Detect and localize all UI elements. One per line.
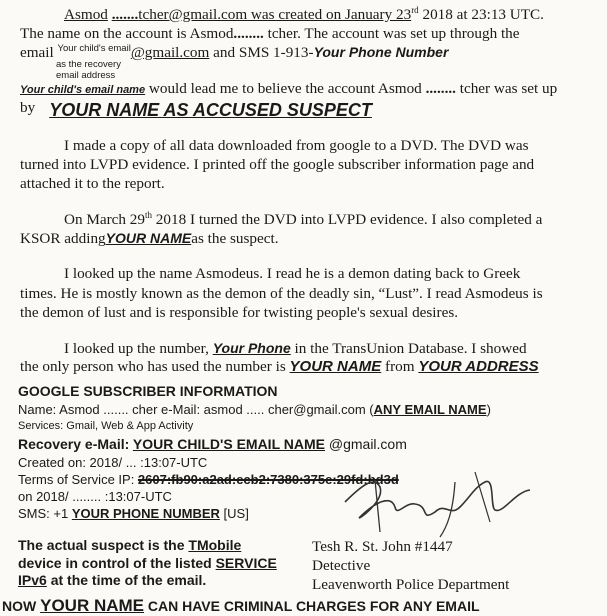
belief-text: would lead me to believe the account Asmod [145, 80, 426, 97]
by-word: by [20, 99, 36, 116]
p1-line-2 [20, 25, 520, 43]
p4-line-2: times. He is mostly known as the demon of the deadly sin, “Lust”. I read Asmodeus is [20, 285, 543, 302]
ksor-text: KSOR adding [20, 230, 106, 247]
note-recovery: as the recovery [56, 59, 121, 70]
note-service: SERVICE [215, 555, 277, 571]
p3-line-2 [20, 230, 279, 248]
officer-name: Tesh R. St. John #1447 [312, 538, 453, 555]
setup-by-text: tcher was set up [455, 80, 558, 97]
p2-line-1: I made a copy of all data downloaded from google to a DVD. The DVD was [64, 137, 529, 154]
officer-dept: Leavenworth Police Department [312, 576, 510, 593]
google-created: Created on: 2018/ ... :13:07-UTC [18, 455, 208, 470]
placeholder-child-email: YOUR CHILD'S EMAIL NAME [132, 436, 325, 452]
sms-text: and SMS 1-913- [209, 44, 314, 61]
lookup-text: I looked up the number, [64, 340, 213, 357]
placeholder-your-phone: Your Phone [212, 340, 291, 356]
note-actual-suspect: The actual suspect is the [18, 537, 189, 553]
footer-line [2, 596, 480, 616]
tos-ip: 2607:fb90:a2ad:ecb2:7380:375e:29fd:bd3d [137, 472, 399, 487]
as-suspect-text: as the suspect. [191, 230, 279, 247]
from-word: from [381, 358, 419, 375]
note-line-2 [18, 555, 277, 571]
gmail-domain: @gmail.com [130, 44, 210, 61]
note-tmobile: TMobile [188, 537, 242, 553]
sms-label: SMS: +1 [18, 506, 72, 521]
p1-line-7 [20, 100, 372, 121]
p4-line-3: the demon of lust and is responsible for twisting people's sexual desires. [20, 304, 459, 321]
note-email-address: email address [56, 70, 116, 81]
note-ipv6: IPv6 [18, 572, 47, 588]
email-word: email [20, 44, 54, 61]
note-line-1 [18, 537, 241, 553]
placeholder-your-name-3: YOUR NAME [40, 596, 145, 615]
p3-line-1 [64, 210, 542, 229]
google-name-text: Name: Asmod ....... cher e-Mail: asmod ..... cher@gmail.com ( [18, 402, 374, 417]
evidence-text: 2018 I turned the DVD into LVPD evidence. I also completed a [152, 211, 543, 229]
account-setup-text: tcher. The account was set up through the [263, 25, 520, 42]
recovery-domain: @gmail.com [324, 436, 407, 452]
placeholder-child-email-name: Your child's email name [20, 84, 146, 96]
transunion-text: in the TransUnion Database. I showed [290, 340, 527, 357]
note-device-control: device in control of the listed [18, 555, 216, 571]
redacted-dots-3: ........ [425, 80, 456, 97]
created-time: 2018 at 23:13 UTC. [418, 6, 544, 24]
note-time: at the time of the email. [46, 572, 207, 588]
placeholder-your-address: YOUR ADDRESS [418, 358, 539, 375]
account-email: tcher@gmail.com was created on January 23 [138, 6, 412, 24]
p2-line-3: attached it to the report. [20, 175, 165, 192]
p1-line-1 [64, 5, 544, 24]
google-title: GOOGLE SUBSCRIBER INFORMATION [18, 383, 278, 399]
recovery-label: Recovery e-Mail: [18, 436, 133, 452]
placeholder-phone-number: Your Phone Number [313, 44, 449, 60]
google-recovery [18, 436, 407, 452]
p5-line-1 [64, 340, 527, 358]
google-sms [18, 506, 249, 521]
redacted-dots: ....... [111, 6, 139, 24]
p5-line-2 [20, 358, 539, 376]
footer-charges: CAN HAVE CRIMINAL CHARGES FOR ANY EMAIL [144, 598, 480, 614]
note-childs-email: Your child's email [57, 43, 131, 54]
account-name-text: The name on the account is Asmod [20, 25, 234, 42]
placeholder-phone: YOUR PHONE NUMBER [71, 506, 220, 521]
google-services: Services: Gmail, Web & App Activity [18, 420, 194, 432]
placeholder-your-name-1: YOUR NAME [105, 230, 192, 246]
sms-country: [US] [219, 506, 249, 521]
p1-line-6 [20, 80, 557, 98]
march-date: On March 29 [64, 211, 145, 229]
google-name-line [18, 402, 491, 417]
google-on-date: on 2018/ ........ :13:07-UTC [18, 489, 172, 504]
placeholder-your-name-2: YOUR NAME [289, 358, 382, 375]
ordinal-suffix-2: th [144, 210, 152, 220]
note-line-3 [18, 572, 206, 588]
only-person-text: the only person who has used the number is [20, 358, 290, 375]
signature-image [335, 462, 535, 542]
p2-line-2: turned into LVPD evidence. I printed off the google subscriber information page and [20, 156, 535, 173]
account-name-start: Asmod [64, 6, 108, 24]
footer-now: NOW [2, 598, 41, 614]
close-paren: ) [486, 402, 491, 417]
placeholder-any-email: ANY EMAIL NAME [373, 402, 487, 417]
ordinal-suffix: rd [411, 5, 419, 15]
p4-line-1: I looked up the name Asmodeus. I read he is a demon dating back to Greek [64, 265, 521, 282]
redacted-dots-2: ........ [233, 25, 264, 42]
placeholder-accused-name: YOUR NAME AS ACCUSED SUSPECT [49, 100, 372, 120]
tos-label: Terms of Service IP: [18, 472, 138, 487]
officer-title: Detective [312, 557, 371, 574]
